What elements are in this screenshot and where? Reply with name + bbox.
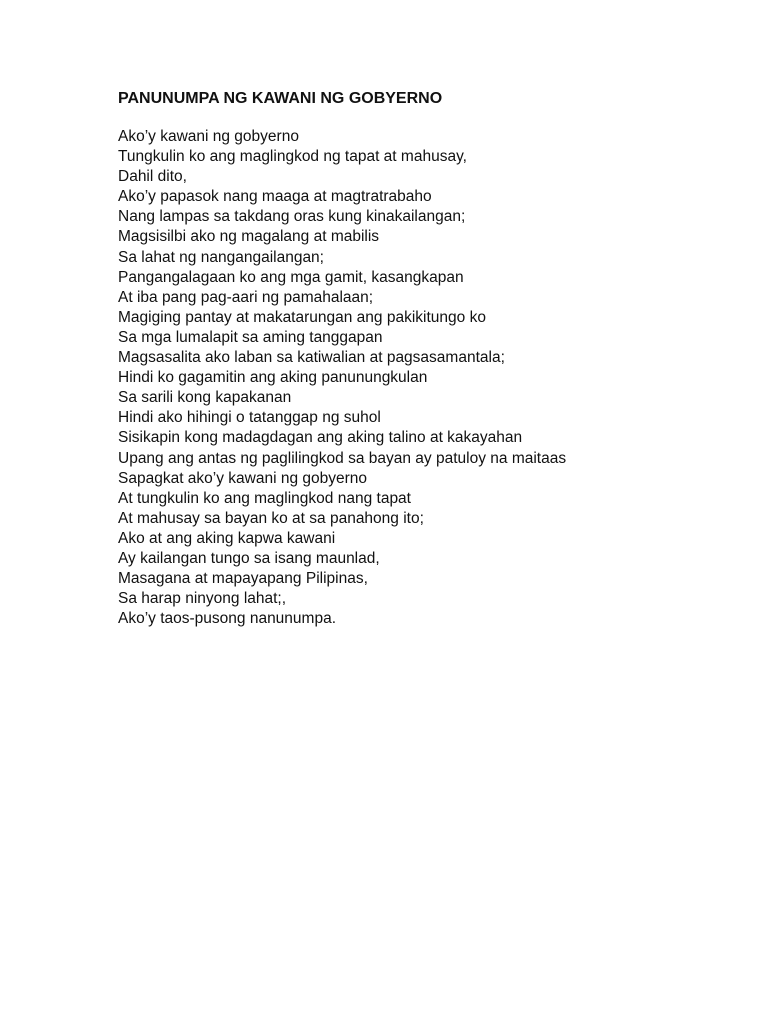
oath-line: Sa harap ninyong lahat;, bbox=[118, 590, 287, 608]
oath-line: Magsasalita ako laban sa katiwalian at pagsasamantala; bbox=[118, 349, 505, 367]
oath-line: Sapagkat ako’y kawani ng gobyerno bbox=[118, 469, 368, 487]
oath-line: Ako at ang aking kapwa kawani bbox=[118, 529, 336, 547]
oath-line: Ako’y taos-pusong nanunumpa. bbox=[118, 610, 337, 628]
oath-line: Magsisilbi ako ng magalang at mabilis bbox=[118, 228, 380, 246]
oath-line: Sa sarili kong kapakanan bbox=[118, 389, 292, 407]
oath-line: Ay kailangan tungo sa isang maunlad, bbox=[118, 549, 380, 567]
oath-line: At iba pang pag-aari ng pamahalaan; bbox=[118, 288, 374, 306]
oath-line: Nang lampas sa takdang oras kung kinakailangan; bbox=[118, 208, 466, 226]
oath-line: Pangangalagaan ko ang mga gamit, kasangkapan bbox=[118, 268, 464, 286]
oath-line: Upang ang antas ng paglilingkod sa bayan ay patuloy na maitaas bbox=[118, 449, 567, 467]
oath-line: Sa mga lumalapit sa aming tanggapan bbox=[118, 328, 383, 346]
oath-line: Ako’y kawani ng gobyerno bbox=[118, 128, 299, 145]
document-title: PANUNUMPA NG KAWANI NG GOBYERNO bbox=[118, 90, 443, 107]
oath-line: Sa lahat ng nangangailangan; bbox=[118, 248, 324, 266]
oath-line: At tungkulin ko ang maglingkod nang tapat bbox=[118, 489, 411, 507]
oath-line: Sisikapin kong madagdagan ang aking talino at kakayahan bbox=[118, 429, 523, 447]
oath-line: Masagana at mapayapang Pilipinas, bbox=[118, 570, 368, 588]
oath-text bbox=[118, 127, 566, 629]
oath-line: Hindi ako hihingi o tatanggap ng suhol bbox=[118, 409, 381, 427]
oath-line: Ako’y papasok nang maaga at magtratrabaho bbox=[118, 188, 432, 206]
oath-line: Magiging pantay at makatarungan ang pakikitungo ko bbox=[118, 308, 486, 326]
oath-line: At mahusay sa bayan ko at sa panahong ito; bbox=[118, 509, 424, 527]
oath-line: Tungkulin ko ang maglingkod ng tapat at mahusay, bbox=[118, 148, 467, 166]
oath-line: Dahil dito, bbox=[118, 168, 187, 186]
oath-line: Hindi ko gagamitin ang aking panunungkulan bbox=[118, 369, 428, 387]
